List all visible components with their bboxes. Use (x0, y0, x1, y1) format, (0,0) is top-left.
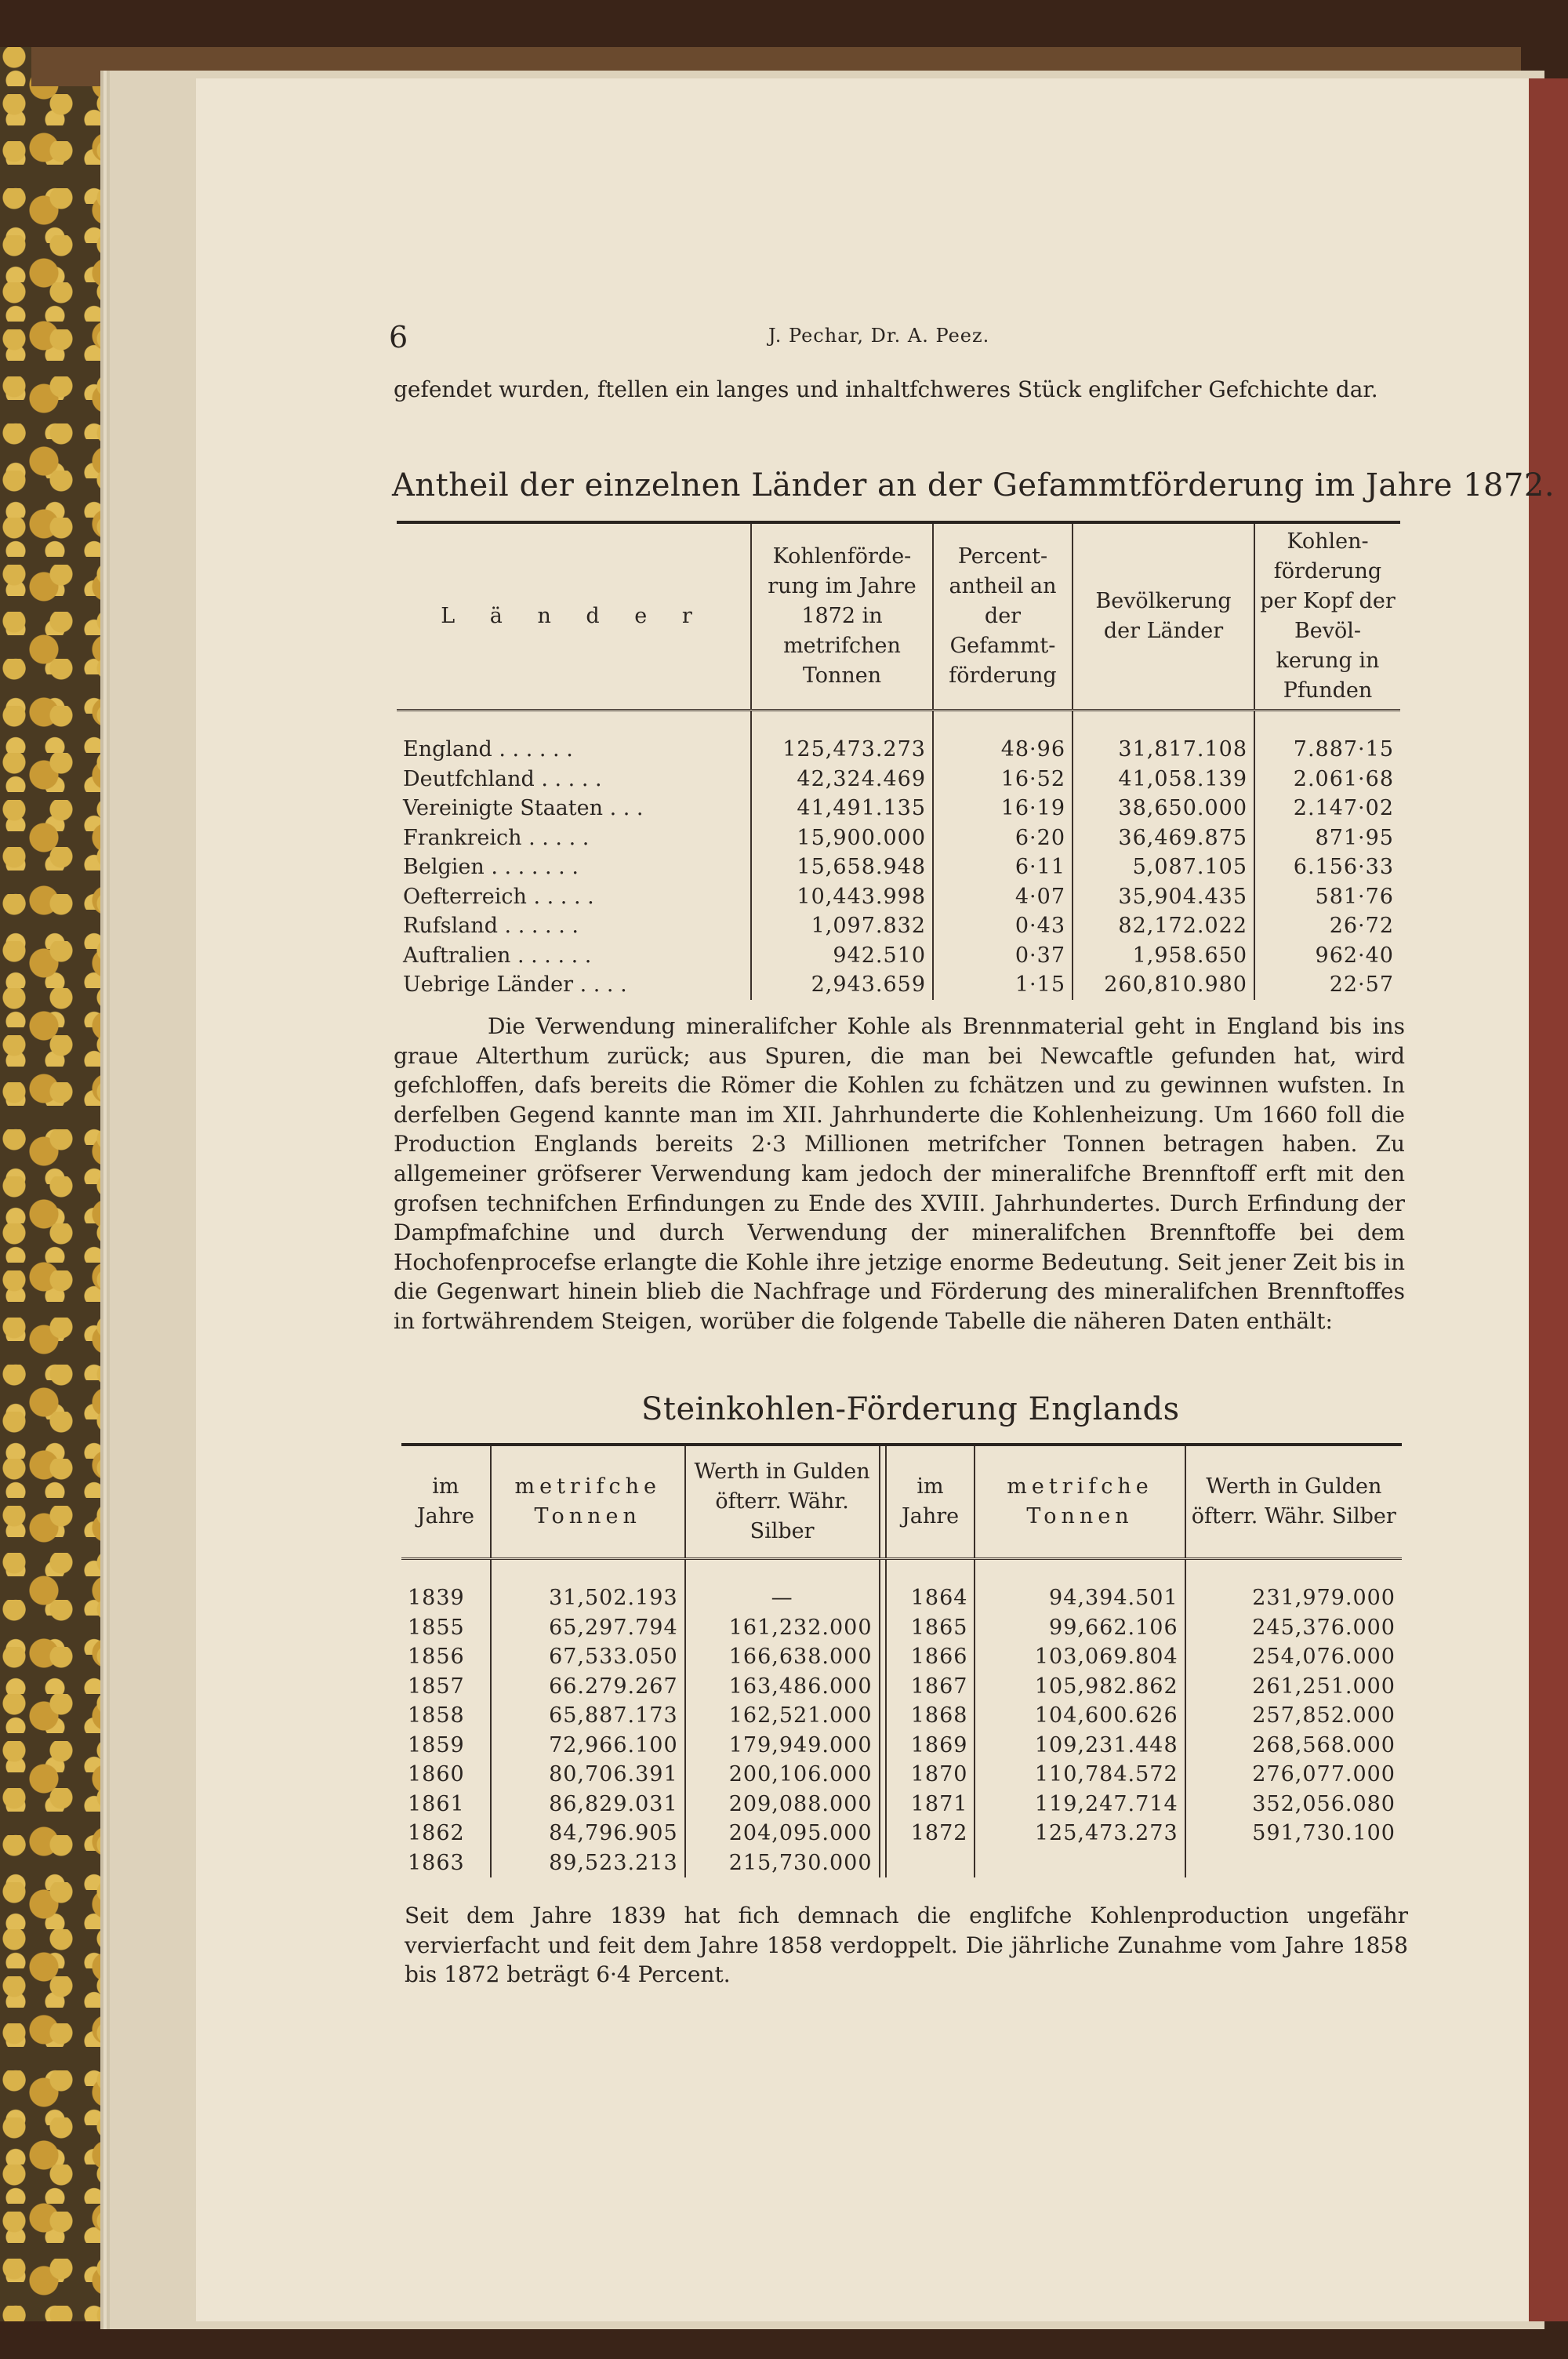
cell-left-jahr: 1860 (408, 1762, 465, 1787)
england-production-table (401, 1443, 1402, 1877)
cell-right-jahr: 1864 (886, 1583, 975, 1613)
table2-title: Steinkohlen-Förderung Englands (641, 1391, 1180, 1427)
cell-left-werth: 166,638.000 (685, 1642, 880, 1672)
cell-left-jahr: 1855 (408, 1615, 465, 1640)
body-text: Die Verwendung mineralifcher Kohle als Brennmaterial geht in England bis ins graue Alterthum zurück; aus Spuren, die man bei Newcaftle gefunden hat, wird gefchloffen, dafs bereits die Römer die Kohlen zu fchätzen und zu gewinnen wufsten. In derfelben Gegend kannte man im XII. Jahrhunderte die Kohlenheizung. Um 1660 foll die Production Englands bereits 2·3 Millionen metrifcher Tonnen betragen haben. Zu allgemeiner gröfserer Verwendung kam jedoch der mineralifche Brennftoff erft mit den grofsen technifchen Erfindungen zu Ende des XVIII. Jahrhundertes. Durch Erfindung der Dampfmafchine und durch Verwendung der mineralifchen Brennftoffe bei dem Hochofenprocefse erlangte die Kohle ihre jetzige enorme Bedeutung. Seit jener Zeit bis in die Gegenwart hinein blieb die Nachfrage und Förderung des mineralifchen Brennftoffes in fortwährendem Steigen, worüber die folgende Tabelle die näheren Daten enthält: (394, 1013, 1405, 1334)
table-row (397, 765, 1400, 794)
cell-per-kopf: 871·95 (1254, 823, 1400, 853)
cell-right-tonnen: 105,982.862 (975, 1672, 1185, 1702)
cell-left-tonnen: 65,297.794 (491, 1613, 685, 1643)
cell-right-jahr: 1866 (886, 1642, 975, 1672)
table1-title: Antheil der einzelnen Länder an der Gefammtförderung im Jahre 1872. (392, 467, 1555, 503)
facing-page-edge (1529, 78, 1568, 2321)
col-header-jahr-left: im Jahre (416, 1474, 474, 1528)
cell-left-werth: 161,232.000 (685, 1613, 880, 1643)
cell-left-jahr: 1861 (408, 1791, 465, 1816)
cell-per-kopf: 6.156·33 (1254, 852, 1400, 882)
cell-right-werth: 254,076.000 (1185, 1642, 1402, 1672)
cell-land: Frankreich . . . . . (403, 825, 590, 850)
cell-bevoelkerung: 35,904.435 (1073, 882, 1254, 912)
cell-left-tonnen: 31,502.193 (491, 1583, 685, 1613)
cell-left-jahr: 1839 (408, 1586, 465, 1610)
cell-left-werth: 209,088.000 (685, 1790, 880, 1819)
col-header-foerderung: Kohlenförde- rung im Jahre 1872 in metrifchen Tonnen (751, 522, 933, 711)
cell-left-jahr: 1862 (408, 1821, 465, 1845)
cell-foerderung: 42,324.469 (751, 765, 933, 794)
cell-right-tonnen: 110,784.572 (975, 1760, 1185, 1790)
column-divider (880, 1848, 886, 1878)
table-row (401, 1672, 1402, 1702)
cell-left-tonnen: 67,533.050 (491, 1642, 685, 1672)
cell-left-tonnen: 89,523.213 (491, 1848, 685, 1878)
cell-land: Auftralien . . . . . . (403, 943, 592, 968)
cell-left-jahr: 1859 (408, 1732, 465, 1757)
column-divider (880, 1701, 886, 1731)
country-share-table (397, 521, 1400, 1000)
col-header-percent: Percent- antheil an der Gefammt- förderung (933, 522, 1073, 711)
cell-per-kopf: 22·57 (1254, 970, 1400, 1000)
cell-left-tonnen: 66.279.267 (491, 1672, 685, 1702)
cell-per-kopf: 26·72 (1254, 911, 1400, 941)
cell-land: Vereinigte Staaten . . . (403, 796, 644, 820)
cell-foerderung: 41,491.135 (751, 794, 933, 823)
cell-right-jahr: 1865 (886, 1613, 975, 1643)
table-row (397, 735, 1400, 765)
cell-per-kopf: 581·76 (1254, 882, 1400, 912)
cell-right-werth: 257,852.000 (1185, 1701, 1402, 1731)
column-divider (880, 1445, 886, 1559)
cell-percent: 6·20 (933, 823, 1073, 853)
table-row (401, 1583, 1402, 1613)
column-divider (880, 1672, 886, 1702)
cell-right-werth (1185, 1848, 1402, 1878)
cell-left-jahr: 1863 (408, 1850, 465, 1875)
cell-right-jahr: 1871 (886, 1790, 975, 1819)
cell-left-werth: — (685, 1583, 880, 1613)
column-divider (880, 1583, 886, 1613)
col-header-per-kopf: Kohlen- förderung per Kopf der Bevöl- kerung in Pfunden (1254, 522, 1400, 711)
cell-left-tonnen: 80,706.391 (491, 1760, 685, 1790)
table-row (397, 823, 1400, 853)
marbled-cover (0, 47, 118, 2321)
cell-percent: 0·43 (933, 911, 1073, 941)
cell-bevoelkerung: 260,810.980 (1073, 970, 1254, 1000)
column-divider (880, 1613, 886, 1643)
table-row (401, 1819, 1402, 1848)
table-row (397, 970, 1400, 1000)
cell-right-jahr (886, 1848, 975, 1878)
cell-left-tonnen: 86,829.031 (491, 1790, 685, 1819)
cell-right-jahr: 1868 (886, 1701, 975, 1731)
cell-foerderung: 942.510 (751, 941, 933, 971)
cell-left-jahr: 1858 (408, 1703, 465, 1728)
cell-bevoelkerung: 82,172.022 (1073, 911, 1254, 941)
cell-right-tonnen (975, 1848, 1185, 1878)
table-row (401, 1731, 1402, 1761)
table-row (397, 882, 1400, 912)
cell-right-jahr: 1870 (886, 1760, 975, 1790)
cell-land: England . . . . . . (403, 737, 573, 761)
table-row (401, 1613, 1402, 1643)
table-row (397, 852, 1400, 882)
cell-left-werth: 179,949.000 (685, 1731, 880, 1761)
intro-paragraph: gefendet wurden, ftellen ein langes und inhaltfchweres Stück englifcher Gefchichte dar. (394, 376, 1378, 402)
col-header-tonnen-right: metrifche Tonnen (975, 1445, 1185, 1559)
cell-left-tonnen: 84,796.905 (491, 1819, 685, 1848)
cell-right-jahr: 1867 (886, 1672, 975, 1702)
cell-percent: 4·07 (933, 882, 1073, 912)
cell-left-jahr: 1856 (408, 1645, 465, 1669)
cell-left-werth: 162,521.000 (685, 1701, 880, 1731)
cell-land: Oefterreich . . . . . (403, 884, 594, 909)
cell-left-tonnen: 72,966.100 (491, 1731, 685, 1761)
cell-land: Rufsland . . . . . . (403, 914, 579, 938)
column-divider (880, 1642, 886, 1672)
cell-bevoelkerung: 1,958.650 (1073, 941, 1254, 971)
cell-left-tonnen: 65,887.173 (491, 1701, 685, 1731)
cell-percent: 48·96 (933, 735, 1073, 765)
cell-right-tonnen: 94,394.501 (975, 1583, 1185, 1613)
cell-foerderung: 125,473.273 (751, 735, 933, 765)
cell-per-kopf: 2.147·02 (1254, 794, 1400, 823)
cell-right-jahr: 1869 (886, 1731, 975, 1761)
cell-land: Uebrige Länder . . . . (403, 972, 627, 997)
column-divider (880, 1731, 886, 1761)
cell-right-tonnen: 104,600.626 (975, 1701, 1185, 1731)
column-divider (880, 1790, 886, 1819)
table-row (401, 1642, 1402, 1672)
col-header-laender: L ä n d e r (441, 604, 706, 628)
closing-text: Seit dem Jahre 1839 hat fich demnach die englifche Kohlenproduction ungefähr vervierfacht und feit dem Jahre 1858 verdoppelt. Die jährliche Zunahme vom Jahre 1858 bis 1872 beträgt 6·4 Percent. (405, 1903, 1408, 1988)
cell-land: Deutfchland . . . . . (403, 766, 602, 791)
cell-percent: 16·52 (933, 765, 1073, 794)
column-divider (880, 1819, 886, 1848)
cell-right-werth: 591,730.100 (1185, 1819, 1402, 1848)
cell-foerderung: 15,658.948 (751, 852, 933, 882)
table-row (401, 1760, 1402, 1790)
cell-percent: 6·11 (933, 852, 1073, 882)
cell-right-werth: 268,568.000 (1185, 1731, 1402, 1761)
cell-left-werth: 215,730.000 (685, 1848, 880, 1878)
column-divider (880, 1760, 886, 1790)
table-row (397, 941, 1400, 971)
cell-foerderung: 2,943.659 (751, 970, 933, 1000)
col-header-werth-left: Werth in Gulden öfterr. Währ. Silber (685, 1445, 880, 1559)
cell-right-tonnen: 103,069.804 (975, 1642, 1185, 1672)
col-header-bevoelkerung: Bevölkerung der Länder (1073, 522, 1254, 711)
cell-bevoelkerung: 36,469.875 (1073, 823, 1254, 853)
cell-right-jahr: 1872 (886, 1819, 975, 1848)
cell-foerderung: 10,443.998 (751, 882, 933, 912)
table-row (401, 1790, 1402, 1819)
cell-percent: 0·37 (933, 941, 1073, 971)
cell-left-werth: 200,106.000 (685, 1760, 880, 1790)
cell-right-werth: 231,979.000 (1185, 1583, 1402, 1613)
cell-percent: 16·19 (933, 794, 1073, 823)
cell-per-kopf: 7.887·15 (1254, 735, 1400, 765)
cell-right-werth: 276,077.000 (1185, 1760, 1402, 1790)
running-title: J. Pechar, Dr. A. Peez. (768, 325, 990, 347)
page-number: 6 (389, 320, 408, 354)
col-header-jahr-right: im Jahre (886, 1445, 975, 1559)
cell-right-tonnen: 119,247.714 (975, 1790, 1185, 1819)
table-row (397, 911, 1400, 941)
table-row (401, 1701, 1402, 1731)
col-header-tonnen-left: metrifche Tonnen (491, 1445, 685, 1559)
table-row (397, 794, 1400, 823)
cell-land: Belgien . . . . . . . (403, 855, 579, 879)
cell-bevoelkerung: 31,817.108 (1073, 735, 1254, 765)
cell-bevoelkerung: 38,650.000 (1073, 794, 1254, 823)
cell-right-werth: 245,376.000 (1185, 1613, 1402, 1643)
closing-paragraph (405, 1901, 1408, 1990)
cell-right-werth: 261,251.000 (1185, 1672, 1402, 1702)
cell-left-jahr: 1857 (408, 1674, 465, 1699)
cell-right-werth: 352,056.080 (1185, 1790, 1402, 1819)
cell-per-kopf: 2.061·68 (1254, 765, 1400, 794)
cell-left-werth: 204,095.000 (685, 1819, 880, 1848)
cell-bevoelkerung: 5,087.105 (1073, 852, 1254, 882)
cell-bevoelkerung: 41,058.139 (1073, 765, 1254, 794)
cell-right-tonnen: 109,231.448 (975, 1731, 1185, 1761)
table-row (401, 1848, 1402, 1878)
cell-right-tonnen: 99,662.106 (975, 1613, 1185, 1643)
cell-left-werth: 163,486.000 (685, 1672, 880, 1702)
col-header-werth-right: Werth in Gulden öfterr. Währ. Silber (1185, 1445, 1402, 1559)
body-paragraph (394, 1012, 1405, 1336)
cell-per-kopf: 962·40 (1254, 941, 1400, 971)
cell-foerderung: 15,900.000 (751, 823, 933, 853)
cell-foerderung: 1,097.832 (751, 911, 933, 941)
cell-percent: 1·15 (933, 970, 1073, 1000)
cell-right-tonnen: 125,473.273 (975, 1819, 1185, 1848)
